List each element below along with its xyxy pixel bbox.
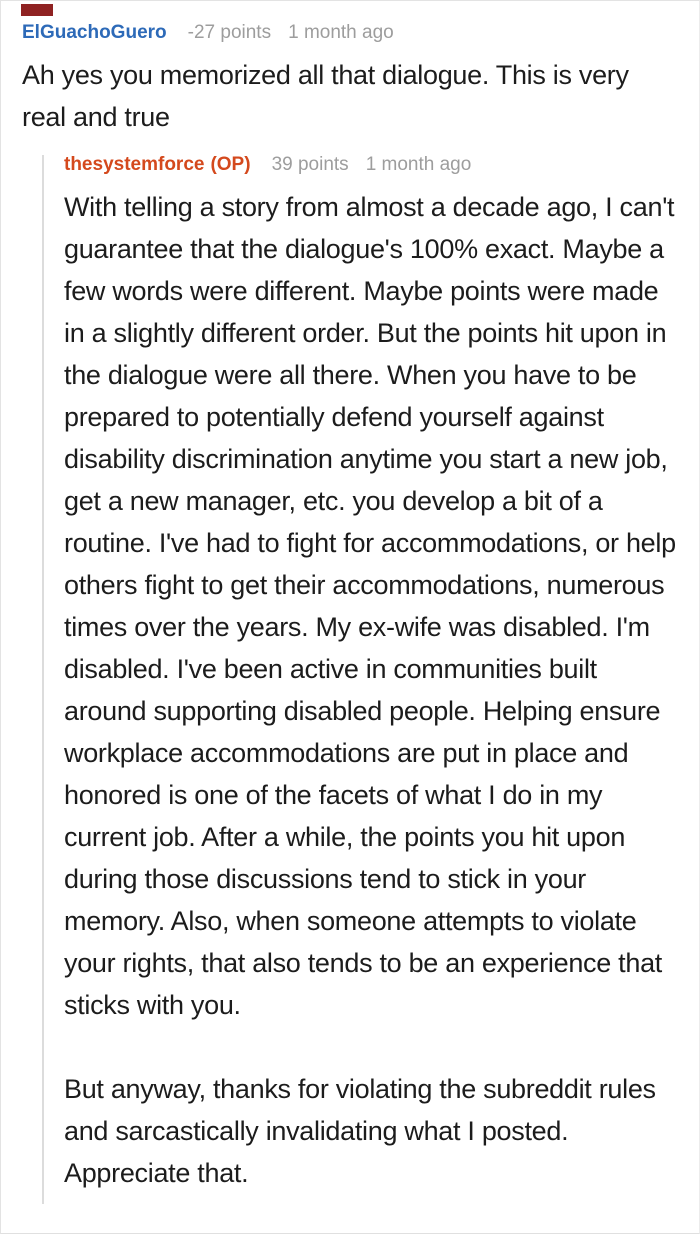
- reply-paragraph-2: But anyway, thanks for violating the subreddit rules and sarcastically invalidating what I posted. Appreciate that.: [64, 1074, 656, 1188]
- comment: [22, 21, 685, 138]
- comment-author-link[interactable]: ElGuachoGuero: [22, 22, 167, 43]
- thread-collapse-line[interactable]: [42, 155, 44, 1204]
- crop-artifact: [21, 4, 53, 16]
- op-badge: (OP): [210, 154, 251, 175]
- comment-body: Ah yes you memorized all that dialogue. This is very real and true: [22, 60, 629, 132]
- comment-list: [1, 1, 699, 1204]
- comment-header: [22, 21, 685, 45]
- comment-points: -27 points: [187, 22, 272, 43]
- comment-timestamp: 1 month ago: [288, 22, 394, 43]
- reply-comment: [22, 153, 685, 1204]
- reply-points: 39 points: [271, 154, 349, 175]
- reply-author-link[interactable]: thesystemforce: [64, 154, 205, 175]
- reply-content: [64, 153, 685, 1194]
- reply-paragraph-1: With telling a story from almost a decade ago, I can't guarantee that the dialogue's 100% exact. Maybe a few words were different. Maybe points were made in a slightly different order. But the points hit upon in the dialogue were all there. When you have to be prepared to potentially defend yourself against disability discrimination anytime you start a new job, get a new manager, etc. you develop a bit of a routine. I've had to fight for accommodations, or help others fight to get their accommodations, numerous times over the years. My ex-wife was disabled. I'm disabled. I've been active in communities built around supporting disabled people. Helping ensure workplace accommodations are put in place and honored is one of the facets of what I do in my current job. After a while, the points you hit upon during those discussions tend to stick in your memory. Also, when someone attempts to violate your rights, that also tends to be an experience that sticks with you.: [64, 192, 676, 1020]
- reply-timestamp: 1 month ago: [365, 154, 472, 175]
- reply-header: [64, 153, 685, 177]
